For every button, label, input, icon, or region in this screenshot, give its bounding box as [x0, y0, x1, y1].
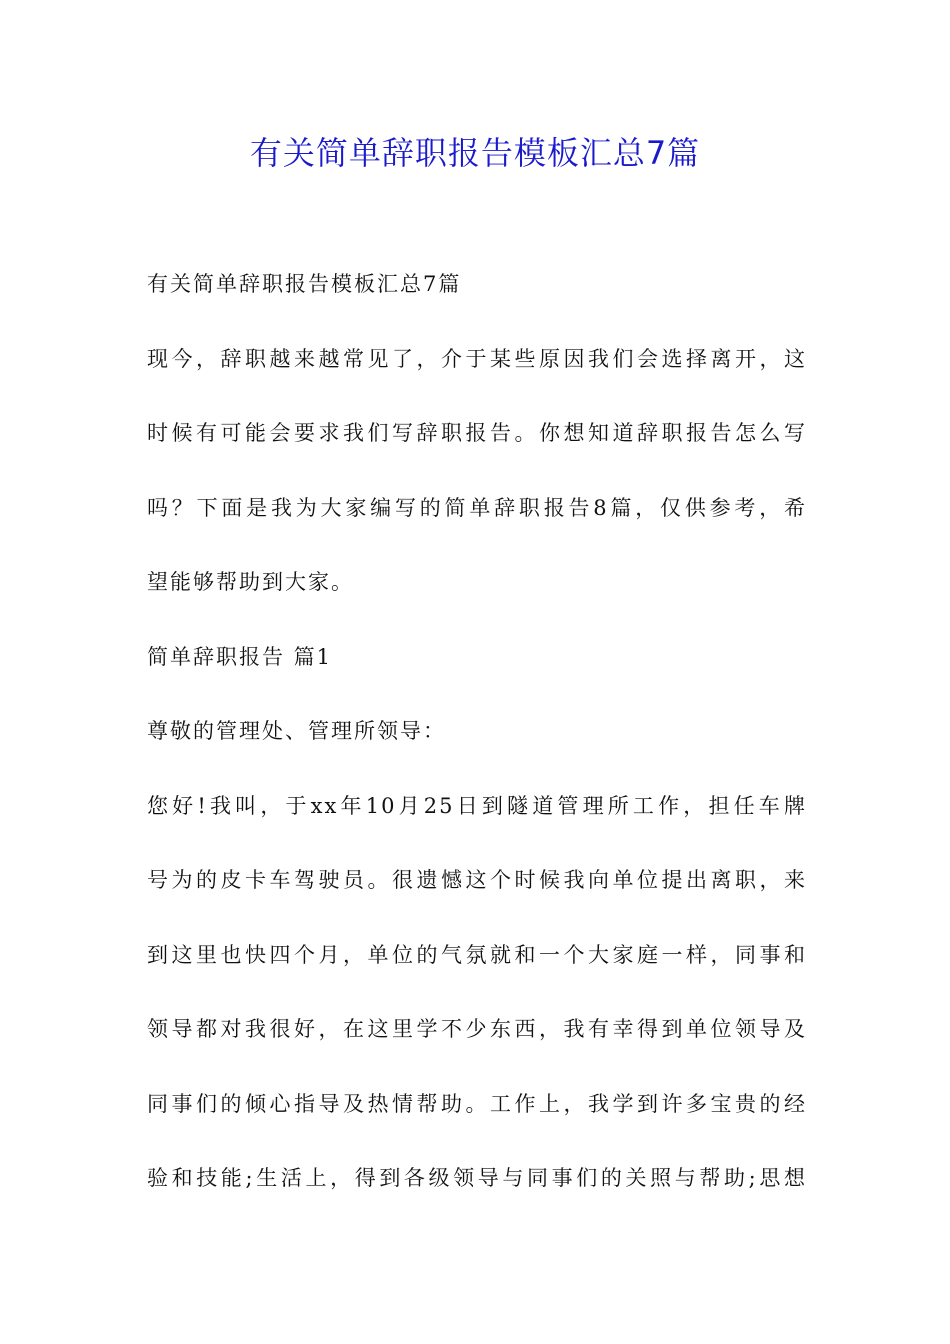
document-body — [147, 247, 807, 1216]
body-line: 号为的皮卡车驾驶员。很遗憾这个时候我向单位提出离职，来 — [147, 868, 807, 892]
body-line: 望能够帮助到大家。 — [147, 570, 354, 594]
body-line: 您好!我叫，于xx年10月25日到隧道管理所工作，担任车牌 — [147, 793, 807, 818]
section-heading: 简单辞职报告 篇1 — [147, 644, 333, 669]
body-line: 领导都对我很好，在这里学不少东西，我有幸得到单位领导及 — [147, 1017, 807, 1041]
salutation: 尊敬的管理处、管理所领导： — [147, 719, 446, 743]
body-line: 同事们的倾心指导及热情帮助。工作上，我学到许多宝贵的经 — [147, 1091, 807, 1116]
body-line: 时候有可能会要求我们写辞职报告。你想知道辞职报告怎么写 — [147, 421, 807, 445]
body-line-subtitle: 有关简单辞职报告模板汇总7篇 — [147, 272, 462, 296]
document-title: 有关简单辞职报告模板汇总7篇 — [249, 134, 701, 172]
body-line: 到这里也快四个月，单位的气氛就和一个大家庭一样，同事和 — [147, 942, 807, 967]
body-line: 现今，辞职越来越常见了，介于某些原因我们会选择离开，这 — [147, 346, 807, 371]
body-line: 验和技能;生活上，得到各级领导与同事们的关照与帮助;思想 — [147, 1166, 807, 1190]
body-line: 吗？下面是我为大家编写的简单辞职报告8篇，仅供参考，希 — [147, 495, 807, 520]
